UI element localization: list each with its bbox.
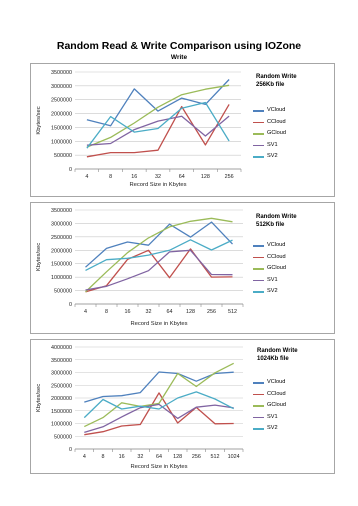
y-tick-label: 500000: [54, 434, 72, 441]
y-tick-label: 0: [69, 447, 72, 453]
legend-swatch: [253, 291, 264, 293]
legend-swatch: [253, 145, 264, 147]
legend-label: VCloud: [267, 379, 286, 385]
x-tick-label: 4: [85, 174, 89, 180]
chart-side-title-line1: Random Write: [256, 214, 297, 220]
legend-label: SV1: [267, 141, 278, 148]
series-line-gcloud: [87, 85, 229, 147]
legend-label: SV2: [267, 425, 278, 431]
chart-512kb: [30, 202, 335, 334]
y-tick-label: 3000000: [51, 221, 72, 228]
chart-side-title-line1: Random Write: [256, 74, 297, 80]
chart-side-title: [256, 74, 297, 89]
y-tick-label: 1500000: [51, 125, 72, 132]
x-tick-label: 32: [145, 309, 152, 315]
legend-label: CCloud: [267, 118, 286, 125]
legend-label: SV2: [267, 288, 278, 294]
y-tick-label: 500000: [54, 153, 72, 160]
chart-1024kb: [30, 339, 335, 474]
y-tick-label: 2500000: [51, 234, 72, 241]
y-tick-label: 1000000: [51, 421, 72, 428]
legend-swatch: [253, 268, 264, 270]
x-tick-label: 256: [207, 309, 216, 315]
series-line-sv2: [86, 240, 233, 271]
legend-label: GCloud: [267, 402, 286, 408]
chart-side-title-line2: 256Kb file: [256, 81, 285, 88]
x-tick-label: 256: [191, 454, 201, 460]
y-tick-label: 4000000: [51, 345, 72, 351]
x-tick-label: 32: [155, 174, 161, 180]
legend-swatch: [253, 133, 264, 135]
chart-side-title-line2: 512Kb file: [256, 221, 285, 228]
x-tick-label: 8: [101, 454, 105, 460]
y-tick-label: 1500000: [51, 408, 72, 415]
legend-swatch: [253, 110, 264, 112]
page-title: Random Read & Write Comparison using IOZone: [56, 40, 302, 52]
y-tick-label: 2500000: [51, 97, 72, 104]
chart-side-title-line2: 1024Kb file: [257, 355, 289, 362]
legend-label: VCloud: [267, 242, 286, 248]
y-axis-title: Kbytes/sec: [36, 242, 42, 272]
legend-swatch: [253, 122, 264, 124]
x-axis-title: Record Size in Kbytes: [130, 321, 188, 327]
legend-label: GCloud: [267, 265, 286, 271]
x-axis-title: Record Size in Kbytes: [129, 182, 187, 188]
series-line-gcloud: [86, 218, 233, 292]
x-axis-title: Record Size in Kbytes: [130, 464, 188, 470]
legend-swatch: [253, 245, 264, 247]
x-tick-label: 64: [156, 454, 162, 460]
y-tick-label: 1000000: [51, 139, 72, 146]
y-axis-title: Kbytes/sec: [36, 383, 42, 413]
chart-side-title: [256, 214, 297, 229]
x-tick-label: 128: [173, 454, 183, 460]
legend-swatch: [253, 156, 264, 158]
y-tick-label: 3500000: [51, 357, 72, 364]
chart-side-title: [257, 348, 298, 363]
legend-swatch: [253, 417, 264, 419]
y-tick-label: 3000000: [51, 83, 72, 90]
x-tick-label: 256: [224, 174, 234, 180]
legend-label: CCloud: [267, 390, 286, 397]
y-tick-label: 1000000: [51, 275, 72, 282]
y-tick-label: 2000000: [51, 396, 72, 402]
y-tick-label: 2000000: [51, 111, 72, 118]
y-axis-title: Kbytes/sec: [36, 106, 42, 135]
legend-swatch: [253, 428, 264, 430]
legend-label: GCloud: [267, 130, 286, 136]
x-tick-label: 128: [200, 174, 210, 180]
x-tick-label: 32: [137, 454, 144, 460]
legend-swatch: [253, 382, 264, 384]
x-tick-label: 16: [118, 454, 125, 460]
series-line-ccloud: [87, 104, 229, 156]
y-tick-label: 3000000: [51, 370, 72, 377]
legend-label: SV1: [267, 276, 278, 283]
x-tick-label: 8: [109, 174, 113, 180]
y-tick-label: 3500000: [51, 208, 72, 214]
x-tick-label: 128: [186, 309, 195, 315]
x-tick-label: 16: [124, 309, 131, 315]
x-tick-label: 8: [105, 309, 108, 315]
x-tick-label: 16: [131, 174, 138, 180]
y-tick-label: 0: [69, 167, 72, 173]
y-tick-label: 1500000: [51, 261, 72, 268]
x-tick-label: 512: [228, 309, 237, 315]
legend-label: SV2: [267, 153, 278, 159]
legend-label: VCloud: [267, 107, 286, 113]
y-tick-label: 2500000: [51, 383, 72, 390]
legend-swatch: [253, 405, 264, 407]
y-tick-label: 2000000: [51, 248, 72, 255]
x-tick-label: 1024: [227, 454, 240, 460]
legend-label: CCloud: [267, 253, 286, 260]
legend-label: SV1: [267, 413, 278, 420]
x-tick-label: 4: [84, 309, 87, 315]
x-tick-label: 64: [166, 309, 173, 315]
legend-swatch: [253, 394, 264, 396]
y-tick-label: 3500000: [51, 70, 72, 76]
page-subtitle: Write: [170, 54, 188, 61]
x-tick-label: 4: [82, 454, 86, 460]
x-tick-label: 64: [178, 174, 185, 180]
y-tick-label: 0: [69, 302, 72, 308]
legend-swatch: [253, 280, 264, 282]
series-line-ccloud: [84, 393, 233, 435]
x-tick-label: 512: [210, 454, 220, 460]
legend-swatch: [253, 257, 264, 259]
chart-256kb: [30, 63, 335, 197]
y-tick-label: 500000: [54, 288, 72, 295]
chart-side-title-line1: Random Write: [257, 348, 298, 354]
